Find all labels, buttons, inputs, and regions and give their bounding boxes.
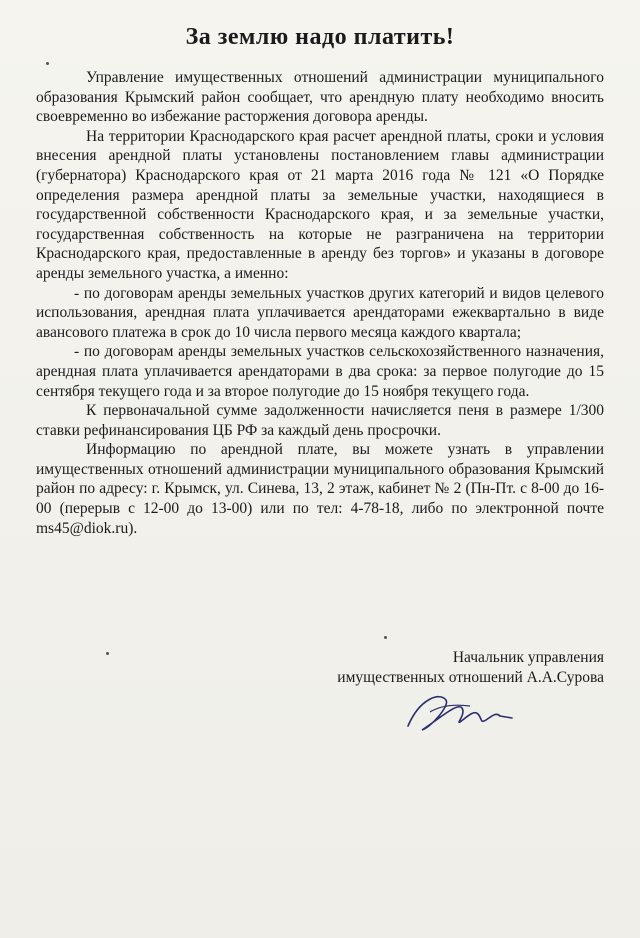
handwritten-signature xyxy=(400,688,520,736)
paragraph-legal-basis: На территории Краснодарского края расчет арендной платы, сроки и условия внесения арендной платы установлены постановлением главы администрации (губернатора) Краснодарского края от 21 марта 2016 года № 121 «О Порядке определения размера арендной платы за земельные участки, находящиеся в государственной собственности Краснодарского края, и за земельные участки, государственная собственность на которые не разграничена на территории Краснодарского края, предоставленные в аренду без торгов» и указаны в договоре аренды земельного участка, а именно: xyxy=(36,127,604,282)
document-title: За землю надо платить! xyxy=(185,24,455,50)
paragraph-penalty: К первоначальной сумме задолженности начисляется пеня в размере 1/300 ставки рефинансирования ЦБ РФ за каждый день просрочки. xyxy=(36,402,604,439)
paragraph-contacts: Информацию по арендной плате, вы можете узнать в управлении имущественных отношений администрации муниципального образования Крымский район по адресу: г. Крымск, ул. Синева, 13, 2 этаж, кабинет № 2 (Пн-Пт. с 8-00 до 16-00 (перерыв с 12-00 до 13-00) или по тел: 4-78-18, либо по электронной почте ms45@diok.ru). xyxy=(36,441,604,537)
paragraph-other-categories: - по договорам аренды земельных участков других категорий и видов целевого использования, арендная плата уплачивается арендаторами ежеквартально в виде авансового платежа в срок до 10 числа первого месяца каждого квартала; xyxy=(36,284,604,341)
scan-speck xyxy=(46,62,49,65)
paragraph-agricultural: - по договорам аренды земельных участков сельскохозяйственного назначения, арендная плата уплачивается арендаторами в два срока: за первое полугодие до 15 сентября текущего года и за второе полугодие до 15 ноября текущего года. xyxy=(36,343,604,400)
signature-block xyxy=(284,648,604,688)
paragraph-intro: Управление имущественных отношений администрации муниципального образования Крымский район сообщает, что арендную плату необходимо вносить своевременно во избежание расторжения договора аренды. xyxy=(36,69,604,126)
scan-speck xyxy=(384,636,387,639)
document-body xyxy=(36,68,604,538)
signatory-position: Начальник управления xyxy=(452,649,604,666)
signatory-name: имущественных отношений А.А.Сурова xyxy=(337,669,604,686)
scan-speck xyxy=(106,652,109,655)
